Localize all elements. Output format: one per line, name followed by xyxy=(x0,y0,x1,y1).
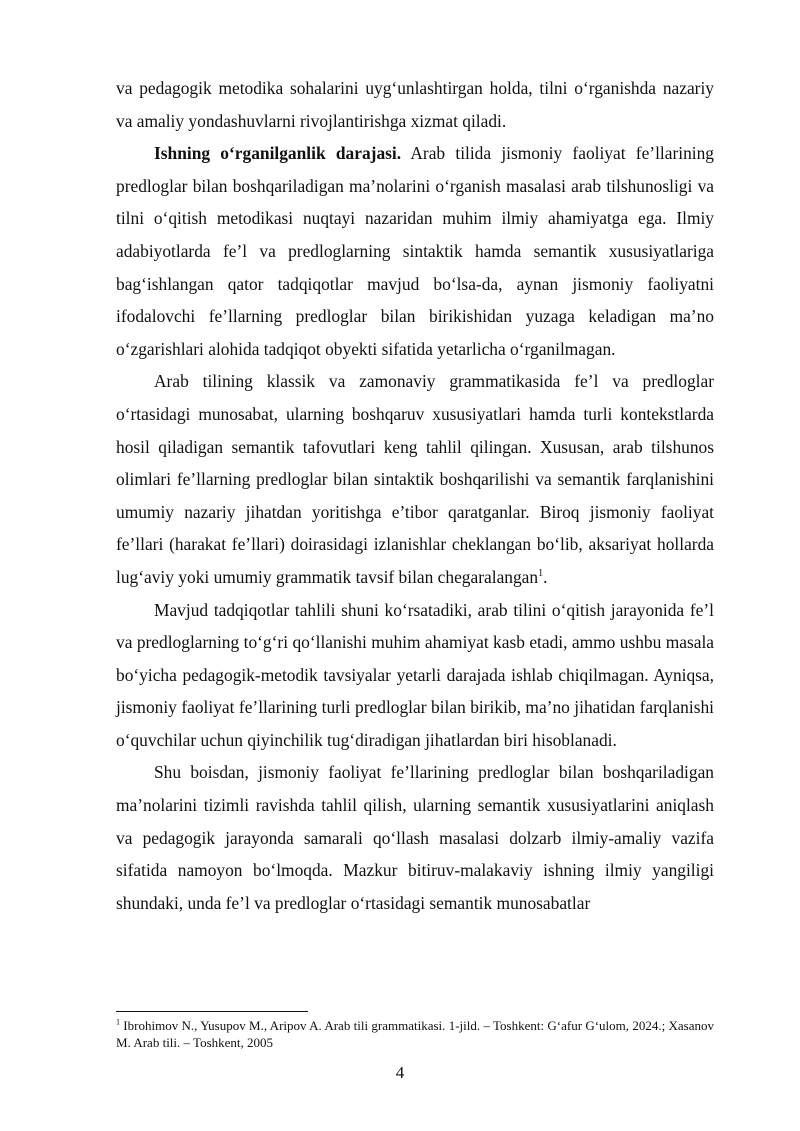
paragraph-study-level xyxy=(116,137,714,365)
paragraph-analysis: Mavjud tadqiqotlar tahlili shuni ko‘rsatadiki, arab tilini o‘qitish jarayonida fe’l va predloglarning to‘g‘ri qo‘llanishi muhim ahamiyat kasb etadi, ammo ushbu masala bo‘yicha pedagogik-metodik tavsiyalar yetarli darajada ishlab chiqilmagan. Ayniqsa, jismoniy faoliyat fe’llarining turli predloglar bilan birikib, ma’no jihatidan farqlanishi o‘quvchilar uchun qiyinchilik tug‘diradigan jihatlardan biri hisoblanadi. xyxy=(116,599,714,750)
paragraph-relevance: Shu boisdan, jismoniy faoliyat fe’llarining predloglar bilan boshqariladigan ma’nolarini tizimli ravishda tahlil qilish, ularning semantik xususiyatlarini aniqlash va pedagogik jarayonda samarali qo‘llash masalasi dolzarb ilmiy-amaliy vazifa sifatida namoyon bo‘lmoqda. Mazkur bitiruv-malakaviy ishning ilmiy yangiligi shundaki, unda fe’l va predloglar o‘rtasidagi semantik munosabatlar xyxy=(116,762,714,913)
footnote-reference[interactable]: 1 xyxy=(538,568,544,580)
section-heading: Ishning o‘rganilganlik darajasi. xyxy=(154,143,402,164)
paragraph-continuation: va pedagogik metodika sohalarini uyg‘unlashtirgan holda, tilni o‘rganishda nazariy va amaliy yondashuvlarni rivojlantirishga xizmat qiladi. xyxy=(116,78,714,131)
paragraph-end: . xyxy=(543,566,548,587)
footnote-separator xyxy=(116,1011,308,1012)
paragraph-text: Arab tilining klassik va zamonaviy grammatikasida fe’l va predloglar o‘rtasidagi munosabat, ularning boshqaruv xususiyatlari hamda turli kontekstlarda hosil qiladigan semantik tafovutlari keng tahlil qilingan. Xususan, arab tilshunos olimlari fe’llarning predloglar bilan sintaktik boshqarilishi va semantik farqlanishini umumiy nazariy jihatdan yoritishga e’tibor qaratganlar. Biroq jismoniy faoliyat fe’llari (harakat fe’llari) doirasidagi izlanishlar cheklangan bo‘lib, aksariyat hollarda lug‘aviy yoki umumiy grammatik tavsif bilan chegaralangan xyxy=(116,371,714,587)
paragraph-text: Arab tilida jismoniy faoliyat fe’llarining predloglar bilan boshqariladigan ma’nolarini o‘rganish masalasi arab tilshunosligi va tilni o‘qitish metodikasi nuqtayi nazaridan muhim ilmiy ahamiyatga ega. Ilmiy adabiyotlarda fe’l va predloglarning sintaktik hamda semantik xususiyatlariga bag‘ishlangan qator tadqiqotlar mavjud bo‘lsa-da, aynan jismoniy faoliyatni ifodalovchi fe’llarning predloglar bilan birikishidan yuzaga keladigan ma’no o‘zgarishlari alohida tadqiqot obyekti sifatida yetarlicha o‘rganilmagan. xyxy=(116,143,714,359)
body-text xyxy=(116,72,714,919)
footnote-text: Ibrohimov N., Yusupov M., Aripov A. Arab tili grammatikasi. 1-jild. – Toshkent: G‘afur G‘ulom, 2024.; Xasanov M. Arab tili. – Toshkent, 2005 xyxy=(116,1018,714,1050)
footnote-marker: 1 xyxy=(116,1017,120,1027)
footnote xyxy=(116,1017,714,1051)
page-number: 4 xyxy=(395,1063,405,1082)
paragraph-grammar xyxy=(116,365,714,593)
